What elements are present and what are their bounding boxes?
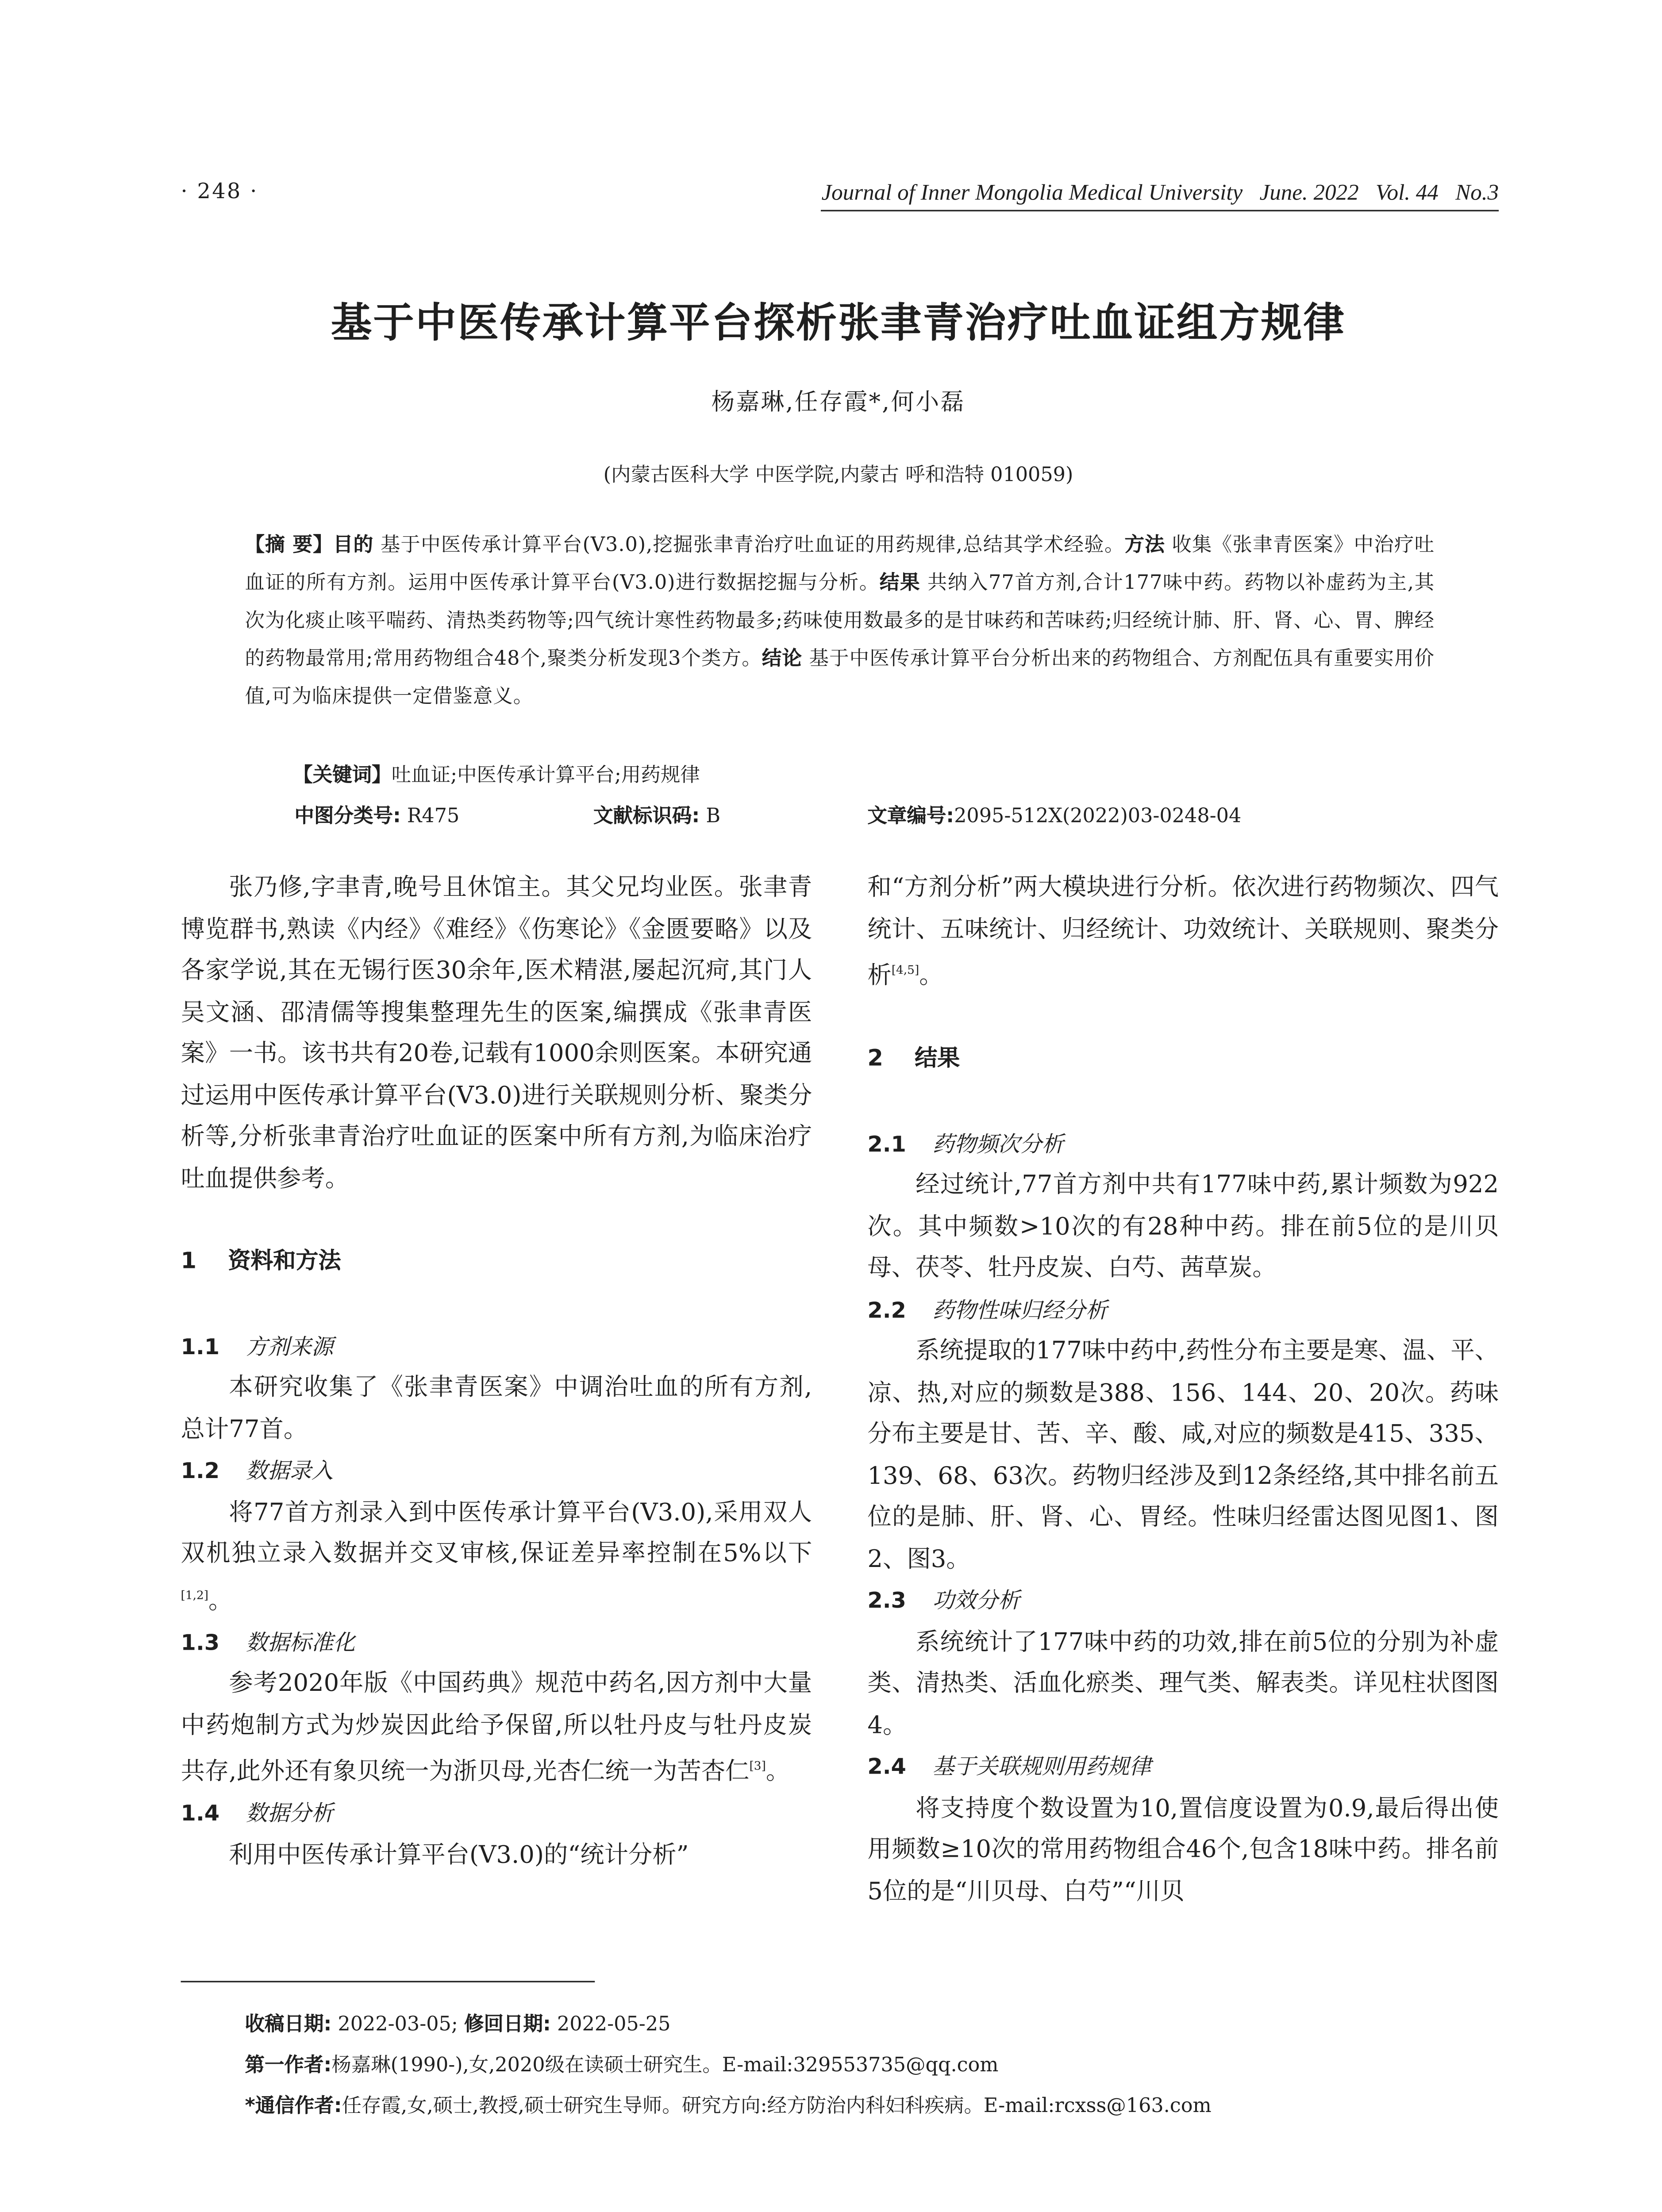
section-2-4-heading — [867, 1746, 1499, 1788]
doc-label: 文献标识码: — [593, 804, 700, 828]
method-text: 收集《张聿青医案》中治疗吐血证的所有方剂。运用中医传承计算平台(V3.0)进行数据挖掘与分析。 — [245, 533, 1435, 595]
document-code — [593, 799, 720, 828]
abstract — [245, 526, 1435, 715]
footnote-dates — [245, 2007, 671, 2036]
corresponding-label: *通信作者: — [245, 2094, 342, 2118]
intro-paragraph: 张乃修,字聿青,晚号且休馆主。其父兄均业医。张聿青博览群书,熟读《内经》《难经》《伤寒论》《金匮要略》以及各家学说,其在无锡行医30余年,医术精湛,屡起沉疴,其门人吴文涵、邵清儒等搜集整理先生的医案,编撰成《张聿青医案》一书。该书共有20卷,记载有1000余则医案。本研究通过运用中医传承计算平台(V3.0)进行关联规则分析、聚类分析等,分析张聿青治疗吐血证的医案中所有方剂,为临床治疗吐血提供参考。 — [181, 873, 812, 1192]
section-1-title: 资料和方法 — [228, 1248, 341, 1274]
section-1-1-title: 方剂来源 — [246, 1333, 334, 1359]
footnote-divider — [181, 1981, 595, 1982]
section-2-3-title: 功效分析 — [932, 1587, 1020, 1614]
section-2-1-text: 经过统计,77首方剂中共有177味中药,累计频数为922次。其中频数>10次的有28种中药。排在前5位的是川贝母、茯苓、牡丹皮炭、白芍、茜草炭。 — [867, 1170, 1499, 1282]
section-2-3-text: 系统统计了177味中药的功效,排在前5位的分别为补虚类、清热类、活血化瘀类、理气类、解表类。详见柱状图图4。 — [867, 1627, 1499, 1739]
section-1-2-text: 将77首方剂录入到中医传承计算平台(V3.0),采用双人双机独立录入数据并交叉审核,保证差异率控制在5%以下 — [181, 1498, 812, 1567]
section-1-2-heading — [181, 1450, 812, 1492]
clc-value: R475 — [407, 804, 460, 828]
result-text: 共纳入77首方剂,合计177味中药。药物以补虚药为主,其次为化痰止咳平喘药、清热类药物等;四气统计寒性药物最多;药味使用数最多的是甘味药和苦味药;归经统计肺、肝、肾、心、胃、脾经的药物最常用;常用药物组合48个,聚类分析发现3个类方。 — [245, 571, 1435, 671]
issue-number: No.3 — [1455, 180, 1499, 206]
section-1-3-title: 数据标准化 — [246, 1628, 355, 1655]
section-1-2-paragraph: 将77首方剂录入到中医传承计算平台(V3.0),采用双人双机独立录入数据并交叉审核,保证差异率控制在5%以下[1,2]。 — [181, 1498, 812, 1614]
article-value: 2095-512X(2022)03-0248-04 — [954, 804, 1242, 828]
section-1-1-heading — [181, 1326, 812, 1367]
first-author-label: 第一作者: — [245, 2054, 332, 2078]
affiliation: (内蒙古医科大学 中医学院,内蒙古 呼和浩特 010059) — [603, 463, 1073, 487]
continued-text: 和“方剂分析”两大模块进行分析。依次进行药物频次、四气统计、五味统计、归经统计、功效统计、关联规则、聚类分析 — [867, 873, 1499, 989]
section-2-title: 结果 — [915, 1045, 960, 1071]
keywords-label: 【关键词】 — [293, 764, 392, 787]
revised-date: 2022-05-25 — [557, 2013, 671, 2036]
journal-name: Journal of Inner Mongolia Medical University — [821, 180, 1243, 206]
section-2-4-title: 基于关联规则用药规律 — [932, 1753, 1151, 1780]
section-1-3-number: 1.3 — [181, 1628, 220, 1655]
keywords-text: 吐血证;中医传承计算平台;用药规律 — [391, 764, 700, 787]
footnote-first-author — [245, 2048, 999, 2077]
continued-paragraph: 和“方剂分析”两大模块进行分析。依次进行药物频次、四气统计、五味统计、归经统计、功效统计、关联规则、聚类分析[4,5]。 — [867, 873, 1499, 989]
clc-label: 中图分类号: — [294, 804, 401, 828]
section-2-2-heading — [867, 1289, 1499, 1331]
left-column — [181, 867, 812, 1876]
section-1-2-title: 数据录入 — [246, 1457, 334, 1484]
right-column — [867, 867, 1499, 1912]
section-1-number: 1 — [181, 1248, 197, 1274]
section-2-1-title: 药物频次分析 — [932, 1130, 1064, 1157]
section-2-2-number: 2.2 — [867, 1296, 906, 1323]
section-2-number: 2 — [867, 1045, 883, 1071]
section-2-heading — [867, 1038, 1499, 1079]
method-label: 方法 — [1124, 533, 1165, 557]
section-2-2-title: 药物性味归经分析 — [932, 1296, 1108, 1323]
abstract-label: 【摘 要】 — [245, 533, 333, 557]
page-number: · 248 · — [181, 180, 258, 204]
doc-value: B — [706, 804, 721, 828]
corresponding-text: 任存霞,女,硕士,教授,硕士研究生导师。研究方向:经方防治内科妇科疾病。E-mail:rcxss@163.com — [342, 2094, 1212, 2118]
citation: [1,2] — [181, 1588, 209, 1601]
volume: Vol. 44 — [1375, 180, 1439, 206]
article-number — [867, 799, 1241, 828]
section-1-4-heading — [181, 1793, 812, 1835]
purpose-text: 基于中医传承计算平台(V3.0),挖掘张聿青治疗吐血证的用药规律,总结其学术经验。 — [380, 533, 1125, 557]
section-2-3-number: 2.3 — [867, 1587, 906, 1614]
issue-date: June. 2022 — [1259, 180, 1359, 206]
article-label: 文章编号: — [867, 804, 954, 828]
purpose-label: 目的 — [333, 533, 374, 557]
section-2-2-text: 系统提取的177味中药中,药性分布主要是寒、温、平、凉、热,对应的频数是388、156、144、20、20次。药味分布主要是甘、苦、辛、酸、咸,对应的频数是415、335、139、68、63次。药物归经涉及到12条经络,其中排名前五位的是肺、肝、肾、心、胃经。性味归经雷达图见图1、图2、图3。 — [867, 1336, 1499, 1572]
article-title: 基于中医传承计算平台探析张聿青治疗吐血证组方规律 — [331, 299, 1346, 347]
section-2-4-text: 将支持度个数设置为10,置信度设置为0.9,最后得出使用频数≥10次的常用药物组合46个,包含18味中药。排名前5位的是“川贝母、白芍”“川贝 — [867, 1793, 1499, 1905]
citation: [3] — [749, 1759, 766, 1773]
section-1-4-number: 1.4 — [181, 1800, 220, 1827]
section-2-3-heading — [867, 1580, 1499, 1622]
running-header — [821, 181, 1499, 211]
author-list: 杨嘉琳,任存霞*,何小磊 — [711, 388, 966, 416]
revised-label: 修回日期: — [464, 2013, 551, 2036]
section-2-4-number: 2.4 — [867, 1753, 906, 1780]
section-1-3-text: 参考2020年版《中国药典》规范中药名,因方剂中大量中药炮制方式为炒炭因此给予保留,所以牡丹皮与牡丹皮炭共存,此外还有象贝统一为浙贝母,光杏仁统一为苦杏仁 — [181, 1669, 812, 1785]
result-label: 结果 — [879, 571, 921, 595]
section-2-1-number: 2.1 — [867, 1130, 906, 1157]
section-1-4-text: 利用中医传承计算平台(V3.0)的“统计分析” — [229, 1840, 689, 1868]
section-1-1-text: 本研究收集了《张聿青医案》中调治吐血的所有方剂,总计77首。 — [181, 1373, 812, 1443]
section-1-1-number: 1.1 — [181, 1333, 220, 1359]
citation: [4,5] — [891, 963, 919, 977]
footnote-corresponding-author — [245, 2089, 1212, 2118]
clc-number — [295, 799, 460, 828]
section-1-3-heading — [181, 1621, 812, 1663]
first-author-text: 杨嘉琳(1990-),女,2020级在读硕士研究生。E-mail:329553735@qq.com — [331, 2054, 999, 2078]
received-label: 收稿日期: — [245, 2013, 332, 2036]
section-1-4-title: 数据分析 — [246, 1800, 334, 1827]
section-1-3-paragraph: 参考2020年版《中国药典》规范中药名,因方剂中大量中药炮制方式为炒炭因此给予保留,所以牡丹皮与牡丹皮炭共存,此外还有象贝统一为浙贝母,光杏仁统一为苦杏仁[3]。 — [181, 1669, 812, 1785]
received-date: 2022-03-05; — [338, 2013, 458, 2036]
section-1-2-number: 1.2 — [181, 1457, 220, 1484]
conclusion-label: 结论 — [762, 647, 803, 671]
section-2-1-heading — [867, 1123, 1499, 1165]
keywords — [293, 758, 700, 787]
section-1-heading — [181, 1240, 812, 1282]
conclusion-text: 基于中医传承计算平台分析出来的药物组合、方剂配伍具有重要实用价值,可为临床提供一定借鉴意义。 — [245, 647, 1435, 709]
